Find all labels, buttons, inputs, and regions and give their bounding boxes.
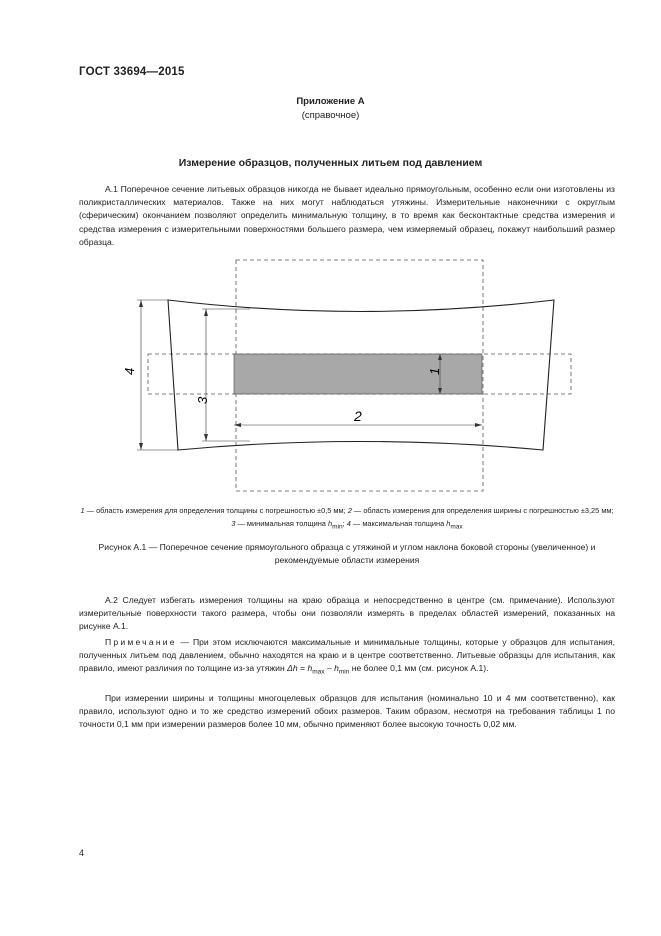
paragraph-a2	[79, 594, 615, 634]
paragraph-a1-text: А.1 Поперечное сечение литьевых образцов никогда не бывает идеально прямоугольным, особенно если они изготовлены из поликристаллических материалов. Также на них могут наблюдаться утяжины. Измерительные наконечники с округлым (сферическим) окончанием позволяют определить минимальную толщину, в то время как бесконтактные средства измерения и средства измерения с измерительными поверхностями большего размера, чем измеряемый образец, покажут наибольший размер образца.	[79, 184, 615, 247]
label-4: 4	[122, 367, 137, 375]
label-2: 2	[354, 408, 362, 424]
page-number: 4	[79, 848, 85, 858]
appendix-subtitle: (справочное)	[301, 110, 360, 121]
page-header-standard: ГОСТ 33694—2015	[79, 66, 185, 78]
figure-caption: Рисунок А.1 — Поперечное сечение прямоугольного образца с утяжиной и углом наклона боковой стороны (увеличенное) и рекомендуемые области измерения	[98, 542, 596, 565]
figure-legend: 1 — область измерения для определения толщины с погрешностью ±0,5 мм; 2 — область измерения для определения ширины с погрешностью ±3,25 мм; 3 — минимальная толщина $h_{min}$; 4 — максимальная толщина $h_{max}$	[80, 506, 614, 530]
label-3: 3	[195, 396, 210, 404]
label-1: 1	[427, 367, 442, 375]
section-title: Измерение образцов, полученных литьем под давлением	[178, 157, 483, 169]
paragraph-a2-text: А.2 Следует избегать измерения толщины на краю образца и непосредственно в центре (см. примечание). Используют измерительные поверхности такого размера, чтобы они позволяли измерять в пределах областей измерений, показанных на рисунке А.1.	[79, 595, 615, 632]
paragraph-last	[79, 692, 615, 732]
paragraph-last-text: При измерении ширины и толщины многоцелевых образцов для испытания (номинально 10 и 4 мм соответственно), как правило, используют одно и то же средство измерений обоих размеров. Таким образом, несмотря на требования таблицы 1 по точности 0,1 мм при измерении размеров более 10 мм, обычно применяют более высокую точность 0,02 мм.	[79, 693, 615, 730]
shaded-measurement-area	[234, 354, 482, 394]
appendix-title: Приложение А	[296, 96, 365, 107]
note-label: Примечание	[105, 637, 177, 647]
paragraph-note: Примечание — При этом исключаются максимальные и минимальные толщины, которые у образцов для испытания, полученных литьем под давлением, обычно находятся на краю и в центре соответственно. Литьевые образцы для испытания, как правило, имеют различия по толщине из-за утяжин $\Delta h = h_{max} - h_{min}$ не более 0,1 мм (см. рисунок А.1).	[79, 637, 615, 677]
figure-a1-diagram	[110, 253, 580, 498]
paragraph-a1	[79, 183, 615, 249]
